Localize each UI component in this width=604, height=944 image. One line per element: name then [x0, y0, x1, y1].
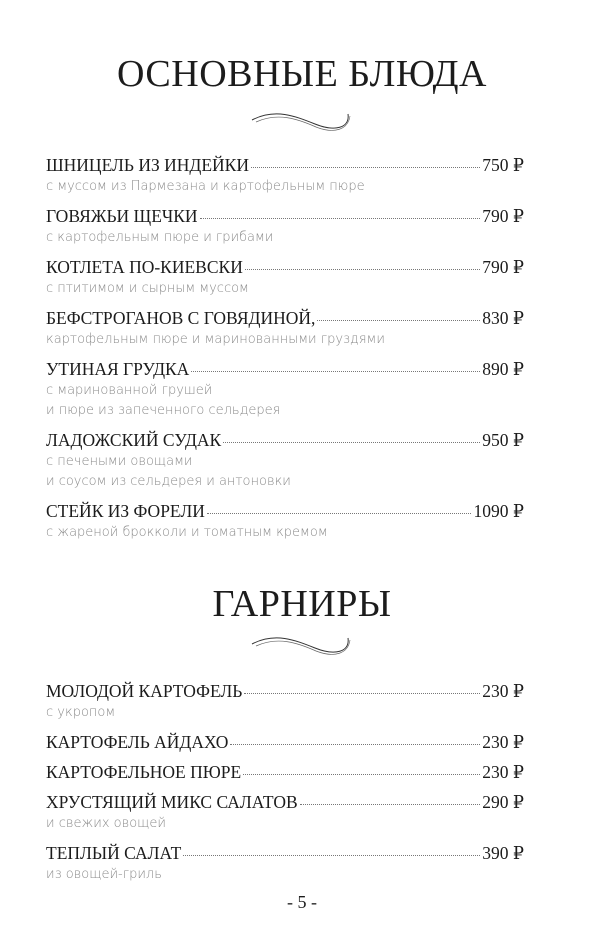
- menu-item-description: с жареной брокколи и томатным кремом: [46, 525, 328, 540]
- menu-item: [46, 155, 524, 197]
- menu-item: [46, 762, 524, 784]
- menu-item-price: 950 ₽: [482, 430, 524, 450]
- menu-item-description: с маринованной грушей: [46, 383, 213, 398]
- menu-item-description: с птитимом и сырным муссом: [46, 281, 249, 296]
- dot-leader: [251, 167, 480, 168]
- swirl-ornament-icon: [250, 630, 360, 660]
- section-title-main: ОСНОВНЫЕ БЛЮДА: [117, 53, 487, 95]
- menu-item-name: КАРТОФЕЛЬНОЕ ПЮРЕ: [46, 762, 242, 782]
- dot-leader: [191, 371, 480, 372]
- dot-leader: [300, 804, 481, 805]
- page-number: - 5 -: [287, 892, 317, 912]
- menu-item-description: с муссом из Пармезана и картофельным пюре: [46, 179, 365, 194]
- menu-item-row: [46, 681, 524, 703]
- menu-item-row: [46, 257, 524, 279]
- menu-item-price: 230 ₽: [482, 732, 524, 752]
- menu-item-name: БЕФСТРОГАНОВ С ГОВЯДИНОЙ,: [46, 308, 316, 328]
- menu-item: [46, 430, 524, 492]
- menu-item: [46, 257, 524, 299]
- menu-item-row: [46, 206, 524, 228]
- dot-leader: [243, 774, 480, 775]
- menu-item: [46, 359, 524, 421]
- menu-item: [46, 732, 524, 754]
- menu-item-row: [46, 762, 524, 784]
- menu-item-row: [46, 501, 524, 523]
- menu-item-name: ГОВЯЖЬИ ЩЕЧКИ: [46, 206, 198, 226]
- menu-item-name: ХРУСТЯЩИЙ МИКС САЛАТОВ: [46, 792, 298, 812]
- menu-item-price: 890 ₽: [482, 359, 524, 379]
- sides-list: [46, 681, 524, 894]
- menu-item-description: и пюре из запеченного сельдерея: [46, 403, 281, 418]
- dot-leader: [245, 269, 480, 270]
- menu-item-name: ШНИЦЕЛЬ ИЗ ИНДЕЙКИ: [46, 155, 249, 175]
- menu-item-description: с укропом: [46, 705, 116, 720]
- menu-item: [46, 681, 524, 723]
- dot-leader: [223, 442, 480, 443]
- menu-item-row: [46, 843, 524, 865]
- menu-item: [46, 843, 524, 885]
- menu-item-description: с картофельным пюре и грибами: [46, 230, 274, 245]
- menu-item-name: ЛАДОЖСКИЙ СУДАК: [46, 430, 222, 450]
- section-title-sides: ГАРНИРЫ: [212, 583, 392, 625]
- menu-item-row: [46, 155, 524, 177]
- menu-item: [46, 501, 524, 543]
- menu-item-description: с печеными овощами: [46, 454, 193, 469]
- menu-item-description: из овощей-гриль: [46, 867, 162, 882]
- menu-item-row: [46, 732, 524, 754]
- menu-item-name: КОТЛЕТА ПО-КИЕВСКИ: [46, 257, 243, 277]
- menu-item: [46, 308, 524, 350]
- menu-item-price: 230 ₽: [482, 762, 524, 782]
- dot-leader: [317, 320, 480, 321]
- menu-item-price: 390 ₽: [482, 843, 524, 863]
- menu-item-price: 790 ₽: [482, 257, 524, 277]
- main-dishes-list: [46, 155, 524, 552]
- menu-item-description: картофельным пюре и маринованными груздями: [46, 332, 385, 347]
- swirl-ornament-icon: [250, 106, 360, 136]
- menu-item-row: [46, 792, 524, 814]
- menu-item-price: 1090 ₽: [473, 501, 524, 521]
- dot-leader: [244, 693, 480, 694]
- menu-item-price: 290 ₽: [482, 792, 524, 812]
- dot-leader: [207, 513, 472, 514]
- menu-item-description: и соусом из сельдерея и антоновки: [46, 474, 291, 489]
- menu-item-price: 230 ₽: [482, 681, 524, 701]
- menu-item: [46, 792, 524, 834]
- menu-item-name: МОЛОДОЙ КАРТОФЕЛЬ: [46, 681, 243, 701]
- menu-item-name: УТИНАЯ ГРУДКА: [46, 359, 190, 379]
- dot-leader: [183, 855, 480, 856]
- menu-item-description: и свежих овощей: [46, 816, 166, 831]
- menu-item-name: ТЕПЛЫЙ САЛАТ: [46, 843, 182, 863]
- menu-item: [46, 206, 524, 248]
- menu-item-price: 830 ₽: [482, 308, 524, 328]
- menu-item-row: [46, 359, 524, 381]
- menu-item-name: КАРТОФЕЛЬ АЙДАХО: [46, 732, 229, 752]
- menu-item-name: СТЕЙК ИЗ ФОРЕЛИ: [46, 501, 205, 521]
- dot-leader: [230, 744, 480, 745]
- menu-item-price: 750 ₽: [482, 155, 524, 175]
- menu-item-price: 790 ₽: [482, 206, 524, 226]
- menu-item-row: [46, 430, 524, 452]
- menu-item-row: [46, 308, 524, 330]
- dot-leader: [200, 218, 481, 219]
